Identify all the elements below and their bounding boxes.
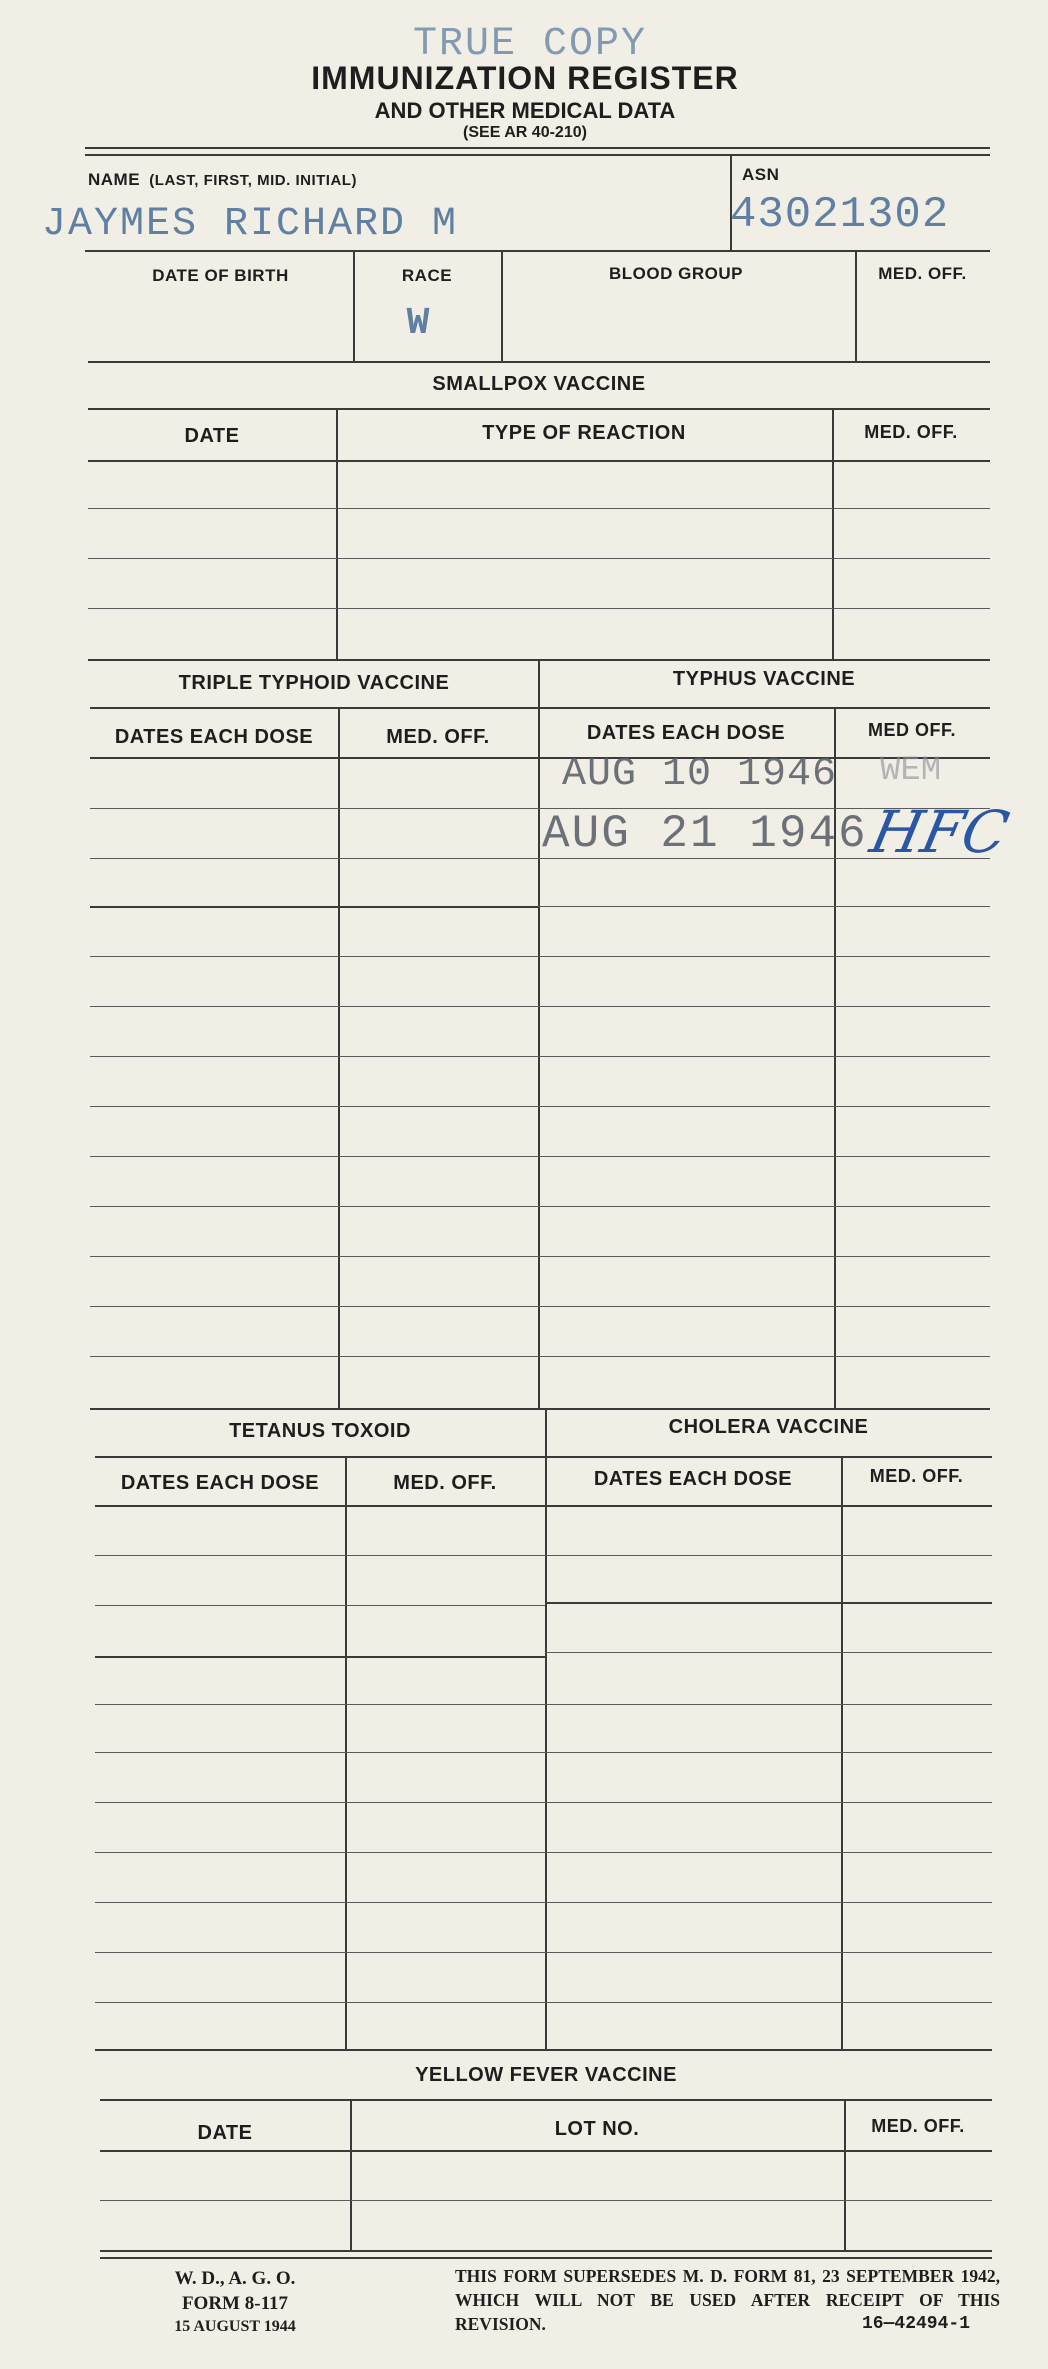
- smallpox-col-date: DATE: [184, 425, 240, 447]
- med-off-label: MED. OFF.: [878, 264, 967, 283]
- blood-group-label: BLOOD GROUP: [609, 264, 743, 283]
- smallpox-col-reaction: TYPE OF REACTION: [482, 422, 686, 444]
- race-value: W: [406, 302, 430, 345]
- typhoid-col-medoff: MED. OFF.: [386, 726, 490, 748]
- typhoid-col-dates: DATES EACH DOSE: [114, 726, 314, 748]
- name-hint: (LAST, FIRST, MID. INITIAL): [149, 172, 357, 189]
- tetanus-col-dates: DATES EACH DOSE: [120, 1472, 320, 1494]
- dob-label: DATE OF BIRTH: [152, 266, 289, 285]
- footer-print-code: 16—42494-1: [862, 2314, 971, 2334]
- typhus-dose-1-date: AUG 10 1946: [562, 752, 838, 797]
- cholera-col-dates: DATES EACH DOSE: [593, 1468, 793, 1490]
- footer-agency: W. D., A. G. O.: [174, 2268, 296, 2289]
- tetanus-col-medoff: MED. OFF.: [393, 1472, 497, 1494]
- form-subtitle: AND OTHER MEDICAL DATA: [374, 98, 676, 123]
- typhus-title: TYPHUS VACCINE: [672, 668, 856, 690]
- typhus-col-dates: DATES EACH DOSE: [586, 722, 786, 744]
- cholera-col-medoff: MED. OFF.: [869, 1466, 964, 1486]
- typhus-col-medoff: MED OFF.: [868, 720, 956, 740]
- typhus-dose-1-medoff: WEM: [880, 752, 942, 790]
- footer-form-date: 15 AUGUST 1944: [174, 2318, 296, 2335]
- smallpox-title: SMALLPOX VACCINE: [432, 373, 646, 395]
- yellow-fever-col-medoff: MED. OFF.: [871, 2116, 965, 2136]
- race-label: RACE: [401, 266, 453, 285]
- yellow-fever-title: YELLOW FEVER VACCINE: [415, 2064, 677, 2086]
- typhus-dose-2-medoff: HFC: [864, 798, 1015, 866]
- cholera-title: CHOLERA VACCINE: [668, 1416, 869, 1438]
- form-title: IMMUNIZATION REGISTER: [311, 60, 739, 96]
- form-reference: (SEE AR 40-210): [463, 124, 587, 141]
- smallpox-col-medoff: MED. OFF.: [864, 422, 958, 442]
- tetanus-title: TETANUS TOXOID: [229, 1420, 411, 1442]
- typhoid-title: TRIPLE TYPHOID VACCINE: [178, 672, 450, 694]
- footer-supersedes-notice: THIS FORM SUPERSEDES M. D. FORM 81, 23 SEPTEMBER 1942, WHICH WILL NOT BE USED AFTER RECEIPT OF THIS REVISION.: [455, 2266, 1000, 2334]
- name-label: NAME: [88, 170, 141, 189]
- asn-label: ASN: [742, 165, 780, 184]
- yellow-fever-col-lot: LOT NO.: [554, 2118, 640, 2140]
- asn-value: 43021302: [730, 190, 950, 240]
- true-copy-stamp: TRUE COPY: [412, 22, 648, 67]
- yellow-fever-col-date: DATE: [197, 2122, 253, 2144]
- footer-form-number: FORM 8-117: [181, 2293, 289, 2314]
- name-value: JAYMES RICHARD M: [42, 202, 459, 247]
- typhus-dose-2-date: AUG 21 1946: [542, 808, 868, 860]
- name-label-group: [88, 170, 357, 190]
